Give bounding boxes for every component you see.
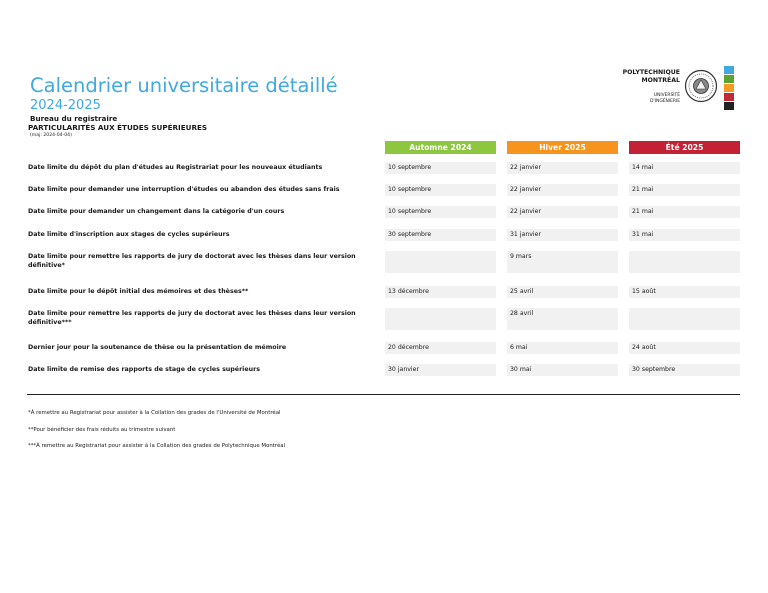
date-cell: 22 janvier bbox=[507, 162, 618, 174]
section-title: PARTICULARITÉS AUX ÉTUDES SUPÉRIEURES bbox=[28, 123, 208, 132]
row-label: Date limite de remise des rapports de stage de cycles supérieurs bbox=[28, 366, 260, 373]
date-cell: 6 mai bbox=[507, 342, 618, 354]
date-cell bbox=[629, 251, 740, 273]
date-cell: 20 décembre bbox=[385, 342, 496, 354]
row-label: Dernier jour pour la soutenance de thèse ou la présentation de mémoire bbox=[28, 344, 287, 351]
row-label: Date limite pour remettre les rapports de jury de doctorat avec les thèses dans leur version définitive*** bbox=[28, 310, 356, 326]
column-header: Automne 2024 bbox=[385, 141, 496, 154]
row-label: Date limite du dépôt du plan d'études au Registrariat pour les nouveaux étudiants bbox=[28, 164, 323, 171]
date-cell: 24 août bbox=[629, 342, 740, 354]
date-cell: 30 mai bbox=[507, 364, 618, 376]
polytechnique-logo bbox=[620, 66, 736, 112]
date-cell: 31 mai bbox=[629, 229, 740, 241]
bureau-label: Bureau du registraire bbox=[30, 114, 118, 123]
academic-year: 2024-2025 bbox=[30, 98, 101, 113]
date-cell: 31 janvier bbox=[507, 229, 618, 241]
column-header: Été 2025 bbox=[629, 141, 740, 154]
date-cell: 22 janvier bbox=[507, 184, 618, 196]
logo-color-bar bbox=[724, 102, 734, 110]
logo-sub-2: D'INGÉNIERIE bbox=[650, 99, 680, 104]
date-cell: 10 septembre bbox=[385, 162, 496, 174]
date-cell: 9 mars bbox=[507, 251, 618, 273]
seal-icon bbox=[684, 69, 718, 103]
row-label: Date limite pour le dépôt initial des mémoires et des thèses** bbox=[28, 288, 249, 295]
date-cell: 21 mai bbox=[629, 184, 740, 196]
footnote: ***À remettre au Registrariat pour assister à la Collation des grades de Polytechnique Montréal bbox=[28, 443, 286, 449]
date-cell: 22 janvier bbox=[507, 206, 618, 218]
logo-color-bar bbox=[724, 84, 734, 92]
row-label: Date limite pour remettre les rapports de jury de doctorat avec les thèses dans leur version définitive* bbox=[28, 253, 356, 269]
logo-subtitle bbox=[620, 93, 680, 105]
page-title: Calendrier universitaire détaillé bbox=[30, 74, 338, 97]
date-cell: 13 décembre bbox=[385, 286, 496, 298]
date-cell bbox=[385, 308, 496, 330]
row-label: Date limite d'inscription aux stages de cycles supérieurs bbox=[28, 231, 230, 238]
date-cell bbox=[629, 308, 740, 330]
date-cell: 15 août bbox=[629, 286, 740, 298]
date-cell: 28 avril bbox=[507, 308, 618, 330]
logo-wordmark bbox=[620, 69, 680, 85]
update-date: (maj: 2024-04-04) bbox=[30, 133, 72, 138]
date-cell: 14 mai bbox=[629, 162, 740, 174]
column-header: Hiver 2025 bbox=[507, 141, 618, 154]
logo-sub-1: UNIVERSITÉ bbox=[653, 93, 680, 98]
date-cell: 30 septembre bbox=[385, 229, 496, 241]
footnote: *À remettre au Registrariat pour assister à la Collation des grades de l'Université de Montréal bbox=[28, 410, 281, 416]
row-label: Date limite pour demander un changement dans la catégorie d'un cours bbox=[28, 208, 285, 215]
logo-line-2: MONTRÉAL bbox=[641, 77, 680, 84]
date-cell bbox=[385, 251, 496, 273]
logo-line-1: POLYTECHNIQUE bbox=[622, 69, 680, 76]
logo-color-bar bbox=[724, 93, 734, 101]
row-label: Date limite pour demander une interruption d'études ou abandon des études sans frais bbox=[28, 186, 340, 193]
date-cell: 25 avril bbox=[507, 286, 618, 298]
date-cell: 10 septembre bbox=[385, 206, 496, 218]
logo-color-bar bbox=[724, 75, 734, 83]
logo-color-bar bbox=[724, 66, 734, 74]
date-cell: 10 septembre bbox=[385, 184, 496, 196]
date-cell: 30 septembre bbox=[629, 364, 740, 376]
footnote: **Pour bénéficier des frais réduits au trimestre suivant bbox=[28, 427, 176, 433]
date-cell: 21 mai bbox=[629, 206, 740, 218]
footer-divider bbox=[27, 394, 740, 395]
date-cell: 30 janvier bbox=[385, 364, 496, 376]
